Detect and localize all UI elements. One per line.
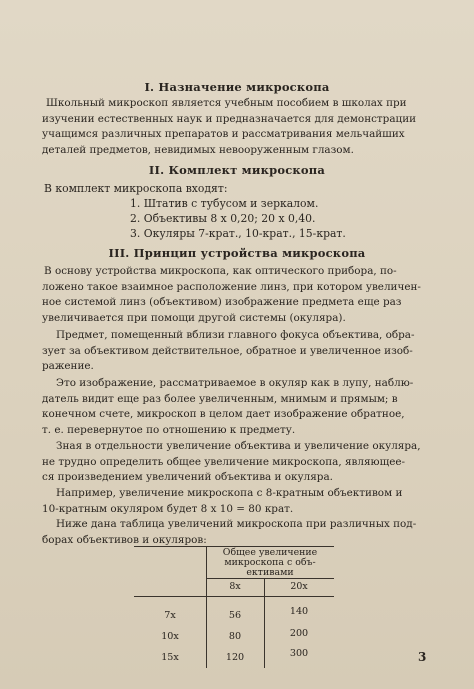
table-cell-8x: 80: [228, 631, 242, 642]
table-rule-sub: [206, 578, 334, 579]
col-header-block: [206, 548, 334, 578]
table-cell-ocular: 10х: [161, 631, 179, 642]
text-line: В основу устройства микроскопа, как оптического прибора, по-: [44, 265, 397, 277]
text-line: Предмет, помещенный вблизи главного фокуса объектива, обра-: [56, 329, 415, 341]
section-1-heading: I. Назначение микроскопа: [144, 80, 330, 94]
text-line: 10-кратным окуляром будет 8 х 10 = 80 крат.: [42, 502, 294, 515]
text-line: борах объективов и окуляров:: [42, 533, 207, 546]
text-line: изучении естественных наук и предназначается для демонстрации: [42, 112, 417, 125]
text-line: Это изображение, рассматриваемое в окуляр как в лупу, наблю-: [56, 377, 414, 389]
section-3-paragraph-2: [42, 328, 434, 375]
text-line: ложено такое взаимное расположение линз, при котором увеличен-: [42, 280, 421, 293]
table-cell-20x: 140: [289, 606, 309, 617]
sub-header-20x: 20х: [290, 581, 308, 592]
table-cell-ocular: 15х: [161, 652, 179, 663]
text-line: увеличивается при помощи другой системы (окуляра).: [42, 311, 346, 324]
section-3-paragraph-5: [42, 486, 434, 517]
text-line: ное системой линз (объективом) изображение предмета еще раз: [42, 296, 402, 309]
text-line: датель видит еще раз более увеличенным, мнимым и прямым; в: [42, 392, 398, 405]
table-cell-8x: 120: [225, 652, 245, 663]
section-1-paragraph: [42, 96, 434, 158]
text-line: ражение.: [42, 360, 94, 373]
text-line: т. е. перевернутое по отношению к предмету.: [42, 423, 296, 436]
text-line: учащимся различных препаратов и рассматривания мельчайших: [42, 128, 405, 141]
kit-item: 1. Штатив с тубусом и зеркалом.: [130, 197, 319, 210]
text-line: не трудно определить общее увеличение микроскопа, являющее-: [42, 455, 406, 468]
col-header-line: микроскопа с объ-: [224, 557, 316, 568]
table-cell-ocular: 7х: [164, 610, 176, 621]
kit-item: 3. Окуляры 7-крат., 10-крат., 15-крат.: [130, 227, 346, 240]
kit-item: 2. Объективы 8 х 0,20; 20 х 0,40.: [130, 212, 316, 225]
sub-header-8x: 8х: [229, 581, 241, 592]
table-rule-col1: [206, 546, 207, 668]
section-3-paragraph-3: [42, 376, 434, 438]
table-cell-20x: 300: [289, 648, 309, 659]
table-rule-col2: [264, 578, 265, 668]
section-3-paragraph-1: [42, 264, 434, 326]
table-rule-head: [134, 596, 334, 597]
text-line: деталей предметов, невидимых невооруженным глазом.: [42, 143, 354, 156]
text-line: Ниже дана таблица увеличений микроскопа при различных под-: [56, 518, 417, 530]
text-line: конечном счете, микроскоп в целом дает изображение обратное,: [42, 408, 405, 421]
text-line: Зная в отдельности увеличение объектива и увеличение окуляра,: [56, 440, 421, 452]
section-3-paragraph-4: [42, 439, 434, 486]
section-3-paragraph-6: [42, 517, 434, 548]
table-rule-top: [134, 546, 334, 547]
col-header-line: ективами: [246, 567, 294, 578]
text-line: зует за объективом действительное, обратное и увеличенное изоб-: [42, 344, 413, 357]
table-cell-8x: 56: [228, 610, 242, 621]
text-line: ся произведением увеличений объектива и окуляра.: [42, 471, 333, 484]
text-line: Например, увеличение микроскопа с 8-кратным объективом и: [56, 487, 403, 499]
table-cell-20x: 200: [289, 628, 309, 639]
col-header-line: Общее увеличение: [222, 547, 318, 558]
section-3-heading: III. Принцип устройства микроскопа: [108, 246, 366, 260]
page-number: 3: [418, 650, 427, 664]
section-2-heading: II. Комплект микроскопа: [148, 163, 326, 177]
kit-intro: В комплект микроскопа входят:: [44, 182, 228, 195]
text-line: Школьный микроскоп является учебным пособием в школах при: [46, 97, 407, 109]
